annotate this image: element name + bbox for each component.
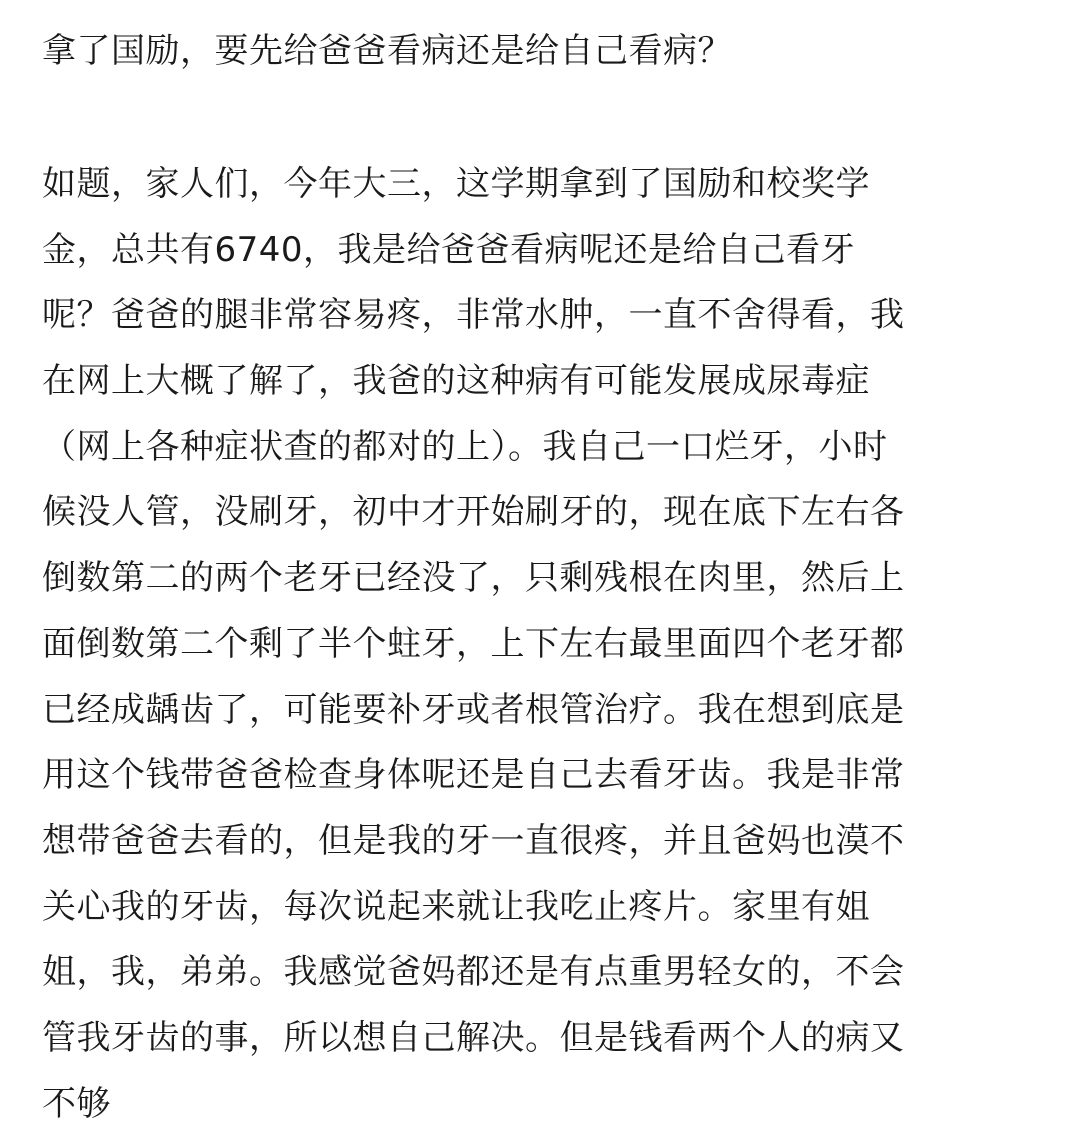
body-line: 面倒数第二个剩了半个蛀牙，上下左右最里面四个老牙都 — [42, 623, 905, 664]
post-title: 拿了国励，要先给爸爸看病还是给自己看病？ — [42, 31, 732, 71]
post-body — [42, 152, 1052, 1137]
body-line: 不够 — [42, 1083, 111, 1124]
body-line: 候没人管，没刷牙，初中才开始刷牙的，现在底下左右各 — [42, 492, 905, 533]
body-line: 在网上大概了解了，我爸的这种病有可能发展成尿毒症 — [42, 361, 870, 402]
body-line: 关心我的牙齿，每次说起来就让我吃止疼片。家里有姐 — [42, 886, 870, 927]
body-line: 倒数第二的两个老牙已经没了，只剩残根在肉里，然后上 — [42, 558, 905, 599]
body-line: （网上各种症状查的都对的上）。我自己一口烂牙，小时 — [42, 426, 888, 467]
body-line: 想带爸爸去看的，但是我的牙一直很疼，并且爸妈也漠不 — [42, 820, 905, 861]
body-line: 呢？爸爸的腿非常容易疼，非常水肿，一直不舍得看，我 — [42, 295, 905, 336]
body-line: 用这个钱带爸爸检查身体呢还是自己去看牙齿。我是非常 — [42, 755, 905, 796]
body-line: 如题，家人们，今年大三，这学期拿到了国励和校奖学 — [42, 164, 870, 204]
body-line: 金，总共有6740，我是给爸爸看病呢还是给自己看牙 — [42, 229, 856, 270]
body-line: 姐，我，弟弟。我感觉爸妈都还是有点重男轻女的，不会 — [42, 952, 905, 993]
body-line: 管我牙齿的事，所以想自己解决。但是钱看两个人的病又 — [42, 1017, 905, 1058]
body-line: 已经成龋齿了，可能要补牙或者根管治疗。我在想到底是 — [42, 689, 905, 730]
